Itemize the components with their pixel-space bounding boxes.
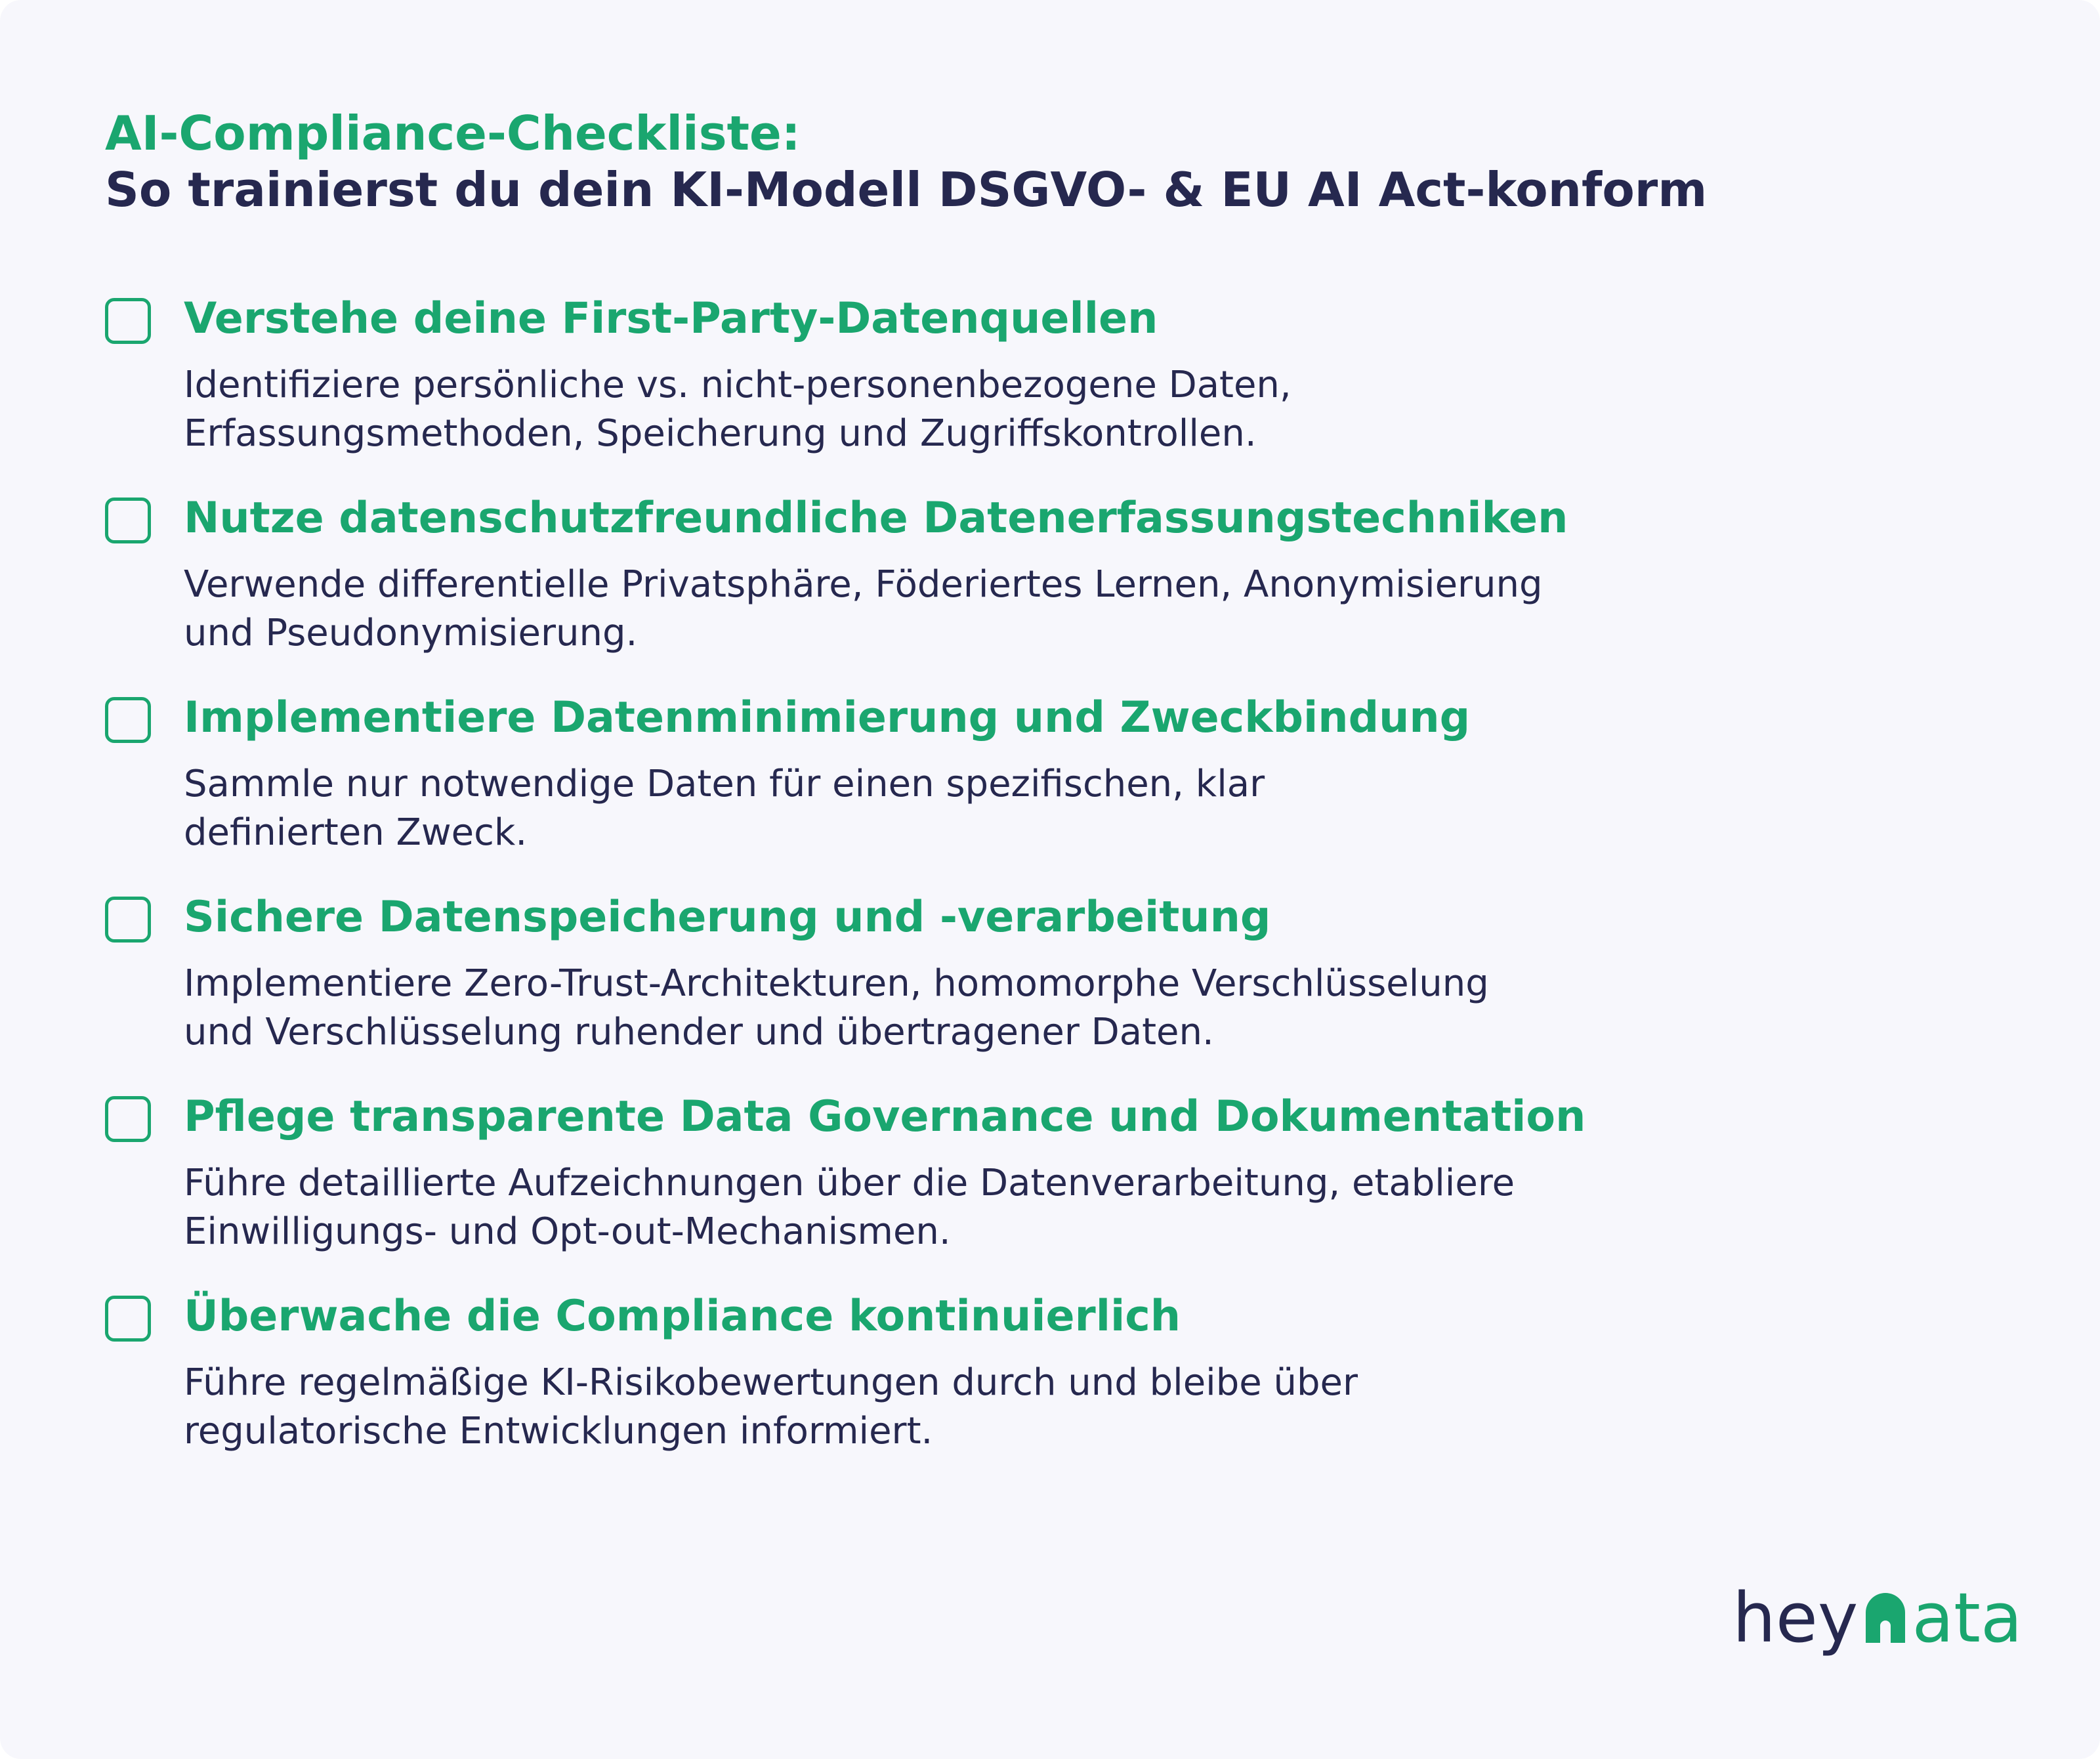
item-title-6: Überwache die Compliance kontinuierlich [184,1292,1181,1341]
item-description-6-line-1: Führe regelmäßige KI-Risikobewertungen durch und bleibe über [184,1361,1358,1404]
item-description-3-line-2: definierten Zweck. [184,811,528,854]
item-description-5-line-2: Einwilligungs- und Opt-out-Mechanismen. [184,1210,951,1253]
checkbox-2[interactable] [105,498,151,543]
item-title-5: Pflege transparente Data Governance und Dokumentation [184,1092,1586,1141]
title-line-1: AI-Compliance-Checkliste: [105,106,801,161]
item-description-5 [184,1159,1515,1256]
title-line-2: So trainierst du dein KI-Modell DSGVO- & EU AI Act-konform [105,162,1708,217]
checkbox-4[interactable] [105,897,151,943]
item-description-6-line-2: regulatorische Entwicklungen informiert. [184,1410,933,1452]
checkbox-6[interactable] [105,1296,151,1342]
checkbox-3[interactable] [105,697,151,743]
item-description-2-line-2: und Pseudonymisierung. [184,612,638,654]
page-title [105,105,1707,218]
item-description-5-line-1: Führe detaillierte Aufzeichnungen über die Datenverarbeitung, etabliere [184,1162,1515,1204]
item-description-3 [184,760,1265,857]
item-description-1 [184,361,1292,458]
logo-text-ata: ata [1912,1578,2023,1658]
item-title-1: Verstehe deine First-Party-Datenquellen [184,294,1158,343]
logo-text-hey: hey [1732,1578,1858,1658]
item-description-6 [184,1359,1358,1456]
item-title-2: Nutze datenschutzfreundliche Datenerfassungstechniken [184,494,1568,543]
item-title-3: Implementiere Datenminimierung und Zweckbindung [184,693,1471,742]
item-description-1-line-2: Erfassungsmethoden, Speicherung und Zugriffskontrollen. [184,412,1257,455]
item-description-1-line-1: Identifiziere persönliche vs. nicht-personenbezogene Daten, [184,364,1292,406]
item-description-2-line-1: Verwende differentielle Privatsphäre, Föderiertes Lernen, Anonymisierung [184,563,1543,606]
heydata-logo [1732,1575,2023,1661]
item-description-2 [184,561,1543,658]
item-description-4-line-2: und Verschlüsselung ruhender und übertragener Daten. [184,1011,1214,1053]
checkbox-1[interactable] [105,298,151,344]
item-title-4: Sichere Datenspeicherung und -verarbeitung [184,893,1271,942]
item-description-4 [184,960,1489,1057]
item-description-3-line-1: Sammle nur notwendige Daten für einen spezifischen, klar [184,763,1265,805]
keyhole-d-icon [1863,1590,1908,1643]
checkbox-5[interactable] [105,1096,151,1142]
item-description-4-line-1: Implementiere Zero-Trust-Architekturen, homomorphe Verschlüsselung [184,962,1489,1005]
